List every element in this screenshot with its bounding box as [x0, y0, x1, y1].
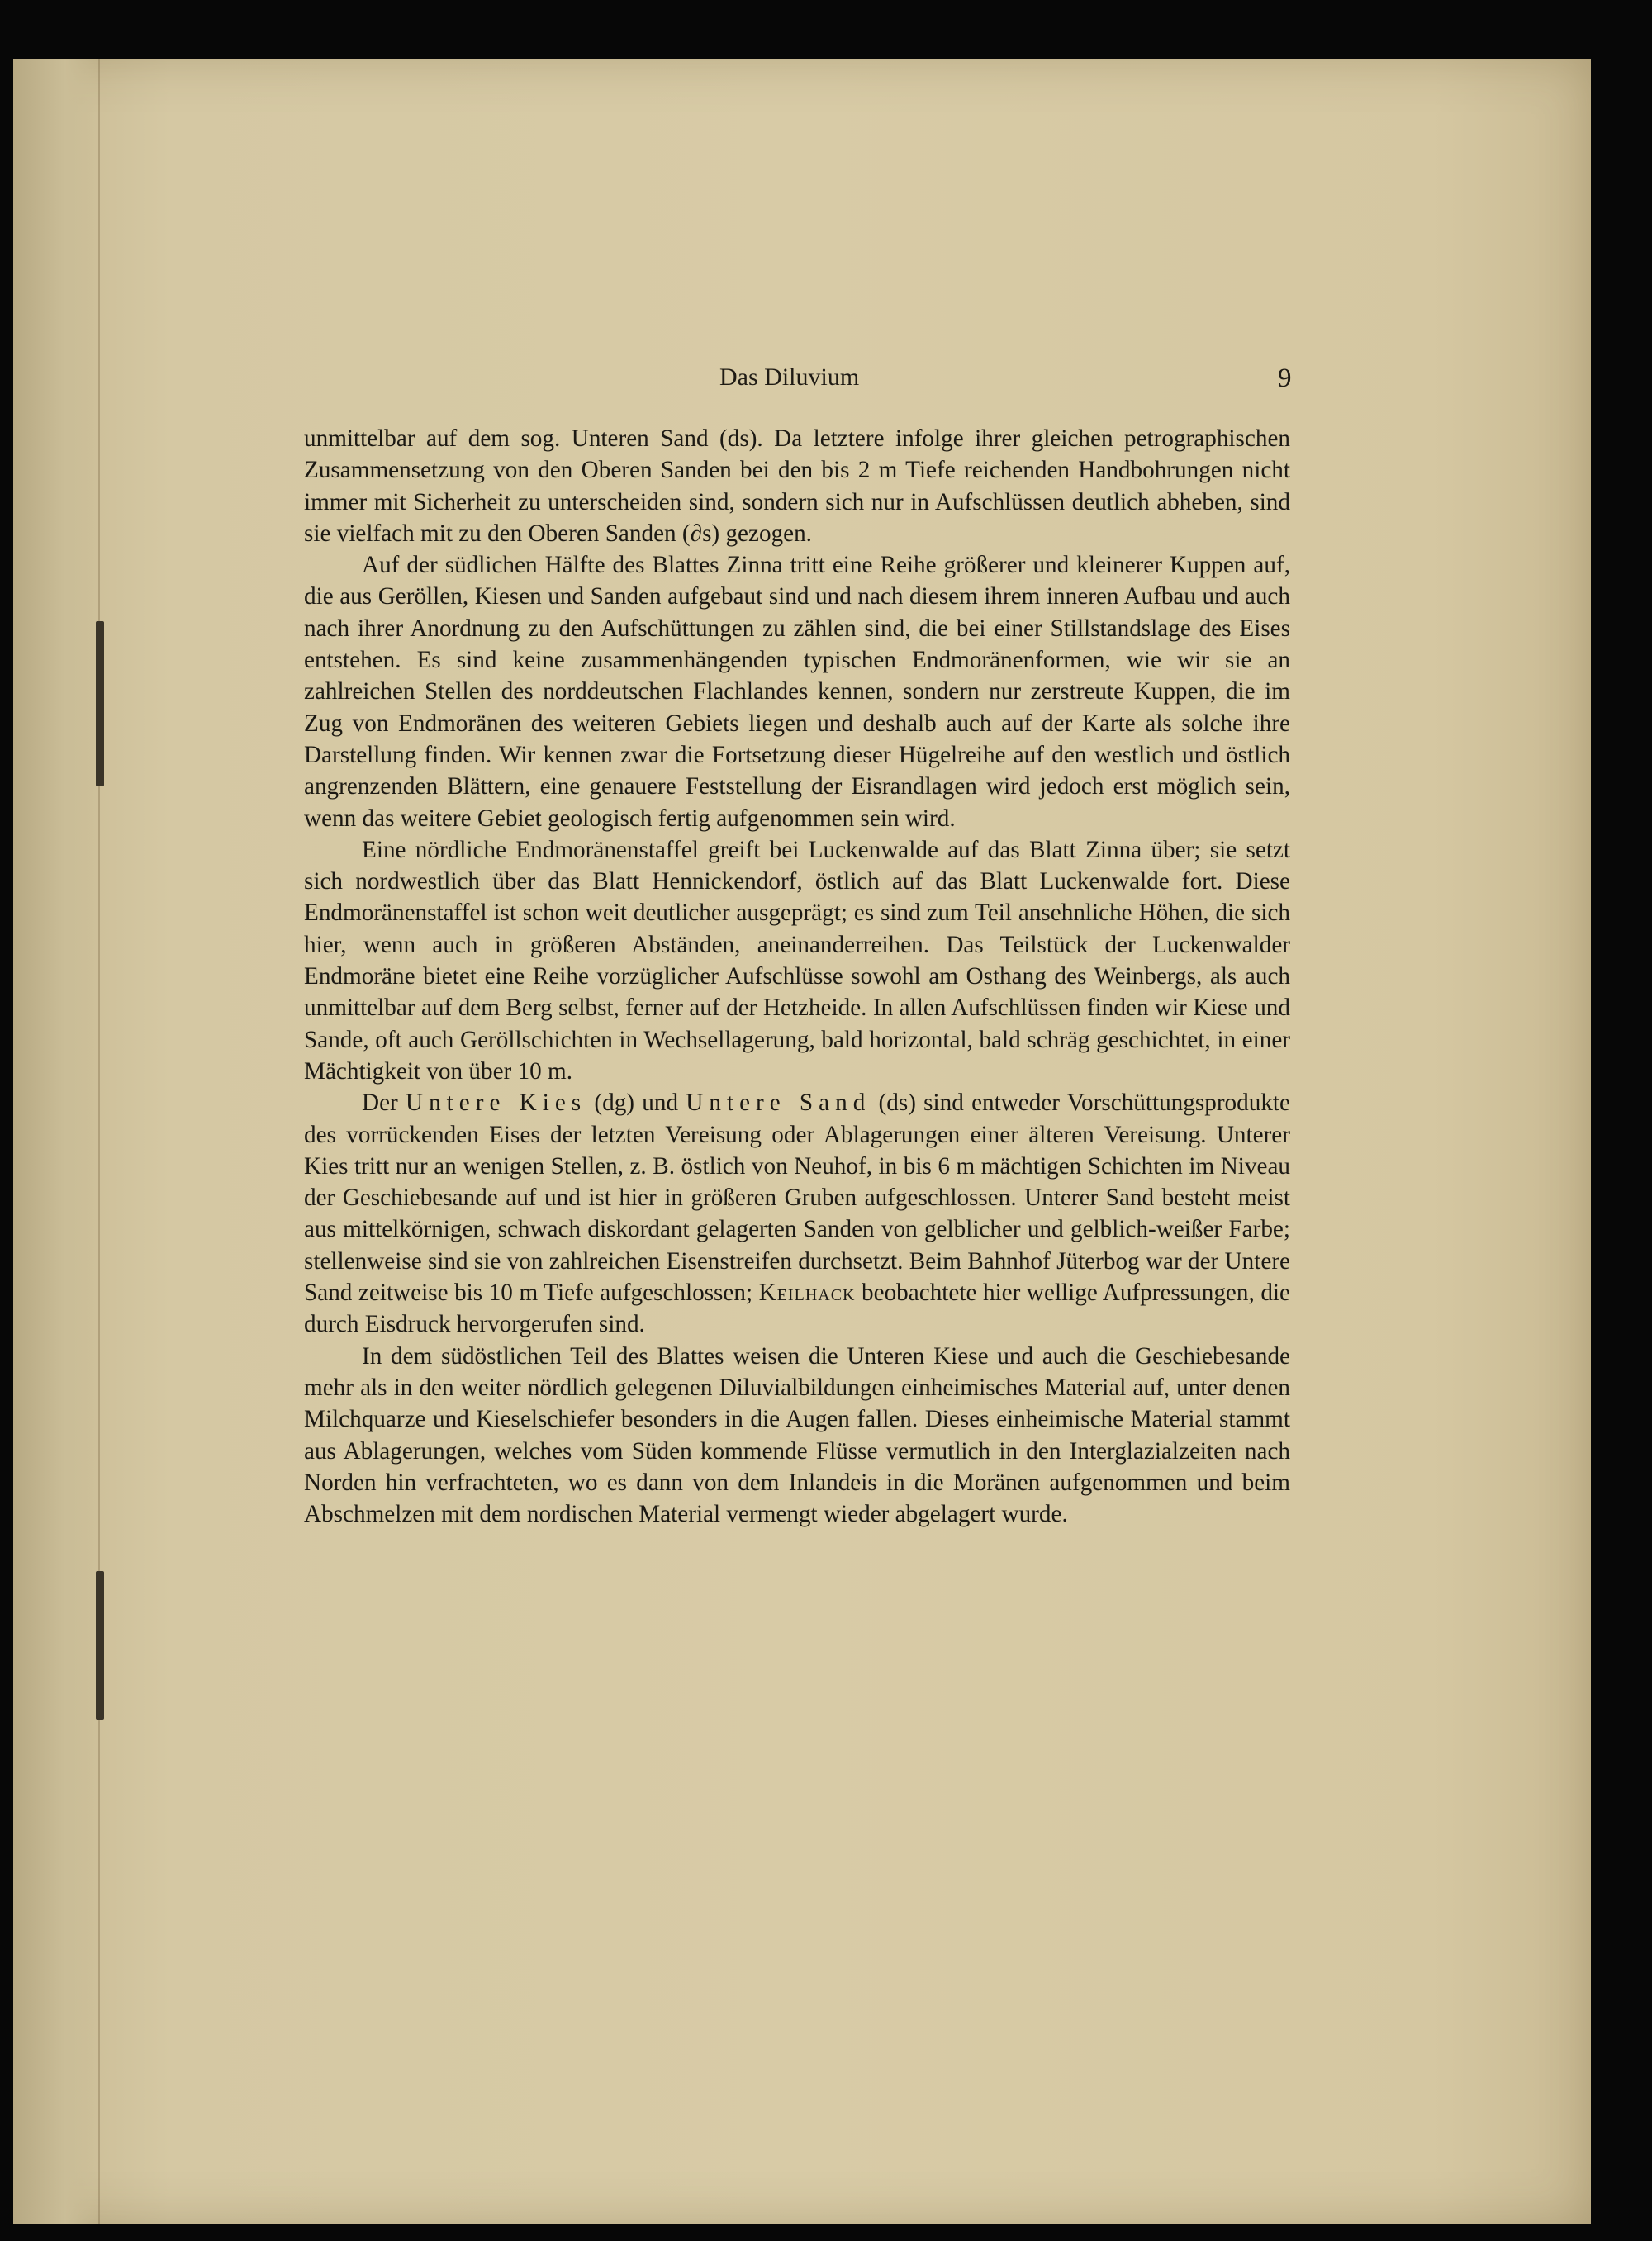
term-untere-kies: Untere Kies — [406, 1090, 587, 1117]
paragraph-4-before: Der — [362, 1090, 406, 1117]
paragraph-4 — [304, 1087, 1290, 1340]
page-gutter-shadow — [13, 59, 100, 2224]
binding-mark-upper — [96, 621, 104, 786]
paragraph-3: Eine nördliche Endmoränenstaffel greift bei Luckenwalde auf das Blatt Zinna über; sie setzt sich nordwestlich über das Blatt Hennickendorf, östlich auf das Blatt Luckenwalde fort. Diese Endmoränenstaffel ist schon weit deutlicher ausgeprägt; es sind zum Teil ansehnliche Höhen, die sich hier, wenn auch in größeren Abständen, aneinanderreihen. Das Teilstück der Luckenwalder Endmoräne bietet eine Reihe vorzüglicher Aufschlüsse sowohl am Osthang des Weinbergs, als auch unmittelbar auf dem Berg selbst, ferner auf der Hetzheide. In allen Aufschlüssen finden wir Kiese und Sande, oft auch Geröllschichten in Wechsellagerung, bald horizontal, bald schräg geschichtet, in einer Mächtigkeit von über 10 m. — [304, 836, 1290, 1085]
page-number: 9 — [1278, 363, 1292, 393]
binding-mark-lower — [96, 1571, 104, 1720]
paragraph-4-end: beobachtete hier wellige Aufpressungen, die durch Eisdruck hervorgerufen sind. — [304, 1280, 1290, 1338]
term-untere-sand: Untere Sand — [686, 1090, 871, 1117]
page-fold-line — [98, 59, 100, 2224]
body-text — [304, 423, 1290, 1530]
paragraph-4-middle: (dg) und — [586, 1090, 686, 1117]
paragraph-2: Auf der südlichen Hälfte des Blattes Zinna tritt eine Reihe größerer und kleinerer Kuppen auf, die aus Geröllen, Kiesen und Sanden aufgebaut sind und nach diesem ihrem inneren Aufbau und auch nach ihrer Anordnung zu den Aufschüttungen zu zählen sind, die bei einer Stillstandslage des Eises entstehen. Es sind keine zusammenhängenden typischen Endmoränenformen, wie wir sie an zahlreichen Stellen des norddeutschen Flachlandes kennen, sondern nur zerstreute Kuppen, die im Zug von Endmoränen des weiteren Gebiets liegen und deshalb auch auf der Karte als solche ihre Darstellung finden. Wir kennen zwar die Fortsetzung dieser Hügelreihe auf den westlich und östlich angrenzenden Blättern, eine genauere Feststellung der Eisrandlagen wird jedoch erst möglich sein, wenn das weitere Gebiet geologisch fertig aufgenommen sein wird. — [304, 552, 1290, 832]
running-title: Das Diluvium — [719, 363, 860, 391]
paragraph-1: unmittelbar auf dem sog. Unteren Sand (ds). Da letztere infolge ihrer gleichen petrographischen Zusammensetzung von den Oberen Sanden bei den bis 2 m Tiefe reichenden Handbohrungen nicht immer mit Sicherheit zu unterscheiden sind, sondern sich nur in Aufschlüssen deutlich abheben, sind sie vielfach mit zu den Oberen Sanden (∂s) gezogen. — [304, 425, 1290, 547]
paragraph-4-after: (ds) sind entweder Vorschüttungsprodukte des vorrückenden Eises der letzten Vereisung oder Ablagerungen einer älteren Vereisung. Unterer Kies tritt nur an wenigen Stellen, z. B. östlich von Neuhof, in bis 6 m mächtigen Schichten im Niveau der Geschiebesande auf und ist hier in größeren Gruben aufgeschlossen. Unterer Sand besteht meist aus mittelkörnigen, schwach diskordant gelagerten Sanden von gelblicher und gelblich-weißer Farbe; stellenweise sind sie von zahlreichen Eisenstreifen durchsetzt. Beim Bahnhof Jüterbog war der Untere Sand zeitweise bis 10 m Tiefe aufgeschlossen; — [304, 1090, 1290, 1307]
author-name: Keilhack — [758, 1280, 856, 1307]
book-page — [13, 59, 1591, 2224]
paragraph-5: In dem südöstlichen Teil des Blattes weisen die Unteren Kiese und auch die Geschiebesande mehr als in den weiter nördlich gelegenen Diluvialbildungen einheimisches Material auf, unter denen Milchquarze und Kieselschiefer besonders in die Augen fallen. Dieses einheimische Material stammt aus Ablagerungen, welches vom Süden kommende Flüsse vermutlich in den Interglazialzeiten nach Norden hin verfrachteten, wo es dann von dem Inlandeis in die Moränen aufgenommen und beim Abschmelzen mit dem nordischen Material vermengt wieder abgelagert wurde. — [304, 1342, 1290, 1528]
